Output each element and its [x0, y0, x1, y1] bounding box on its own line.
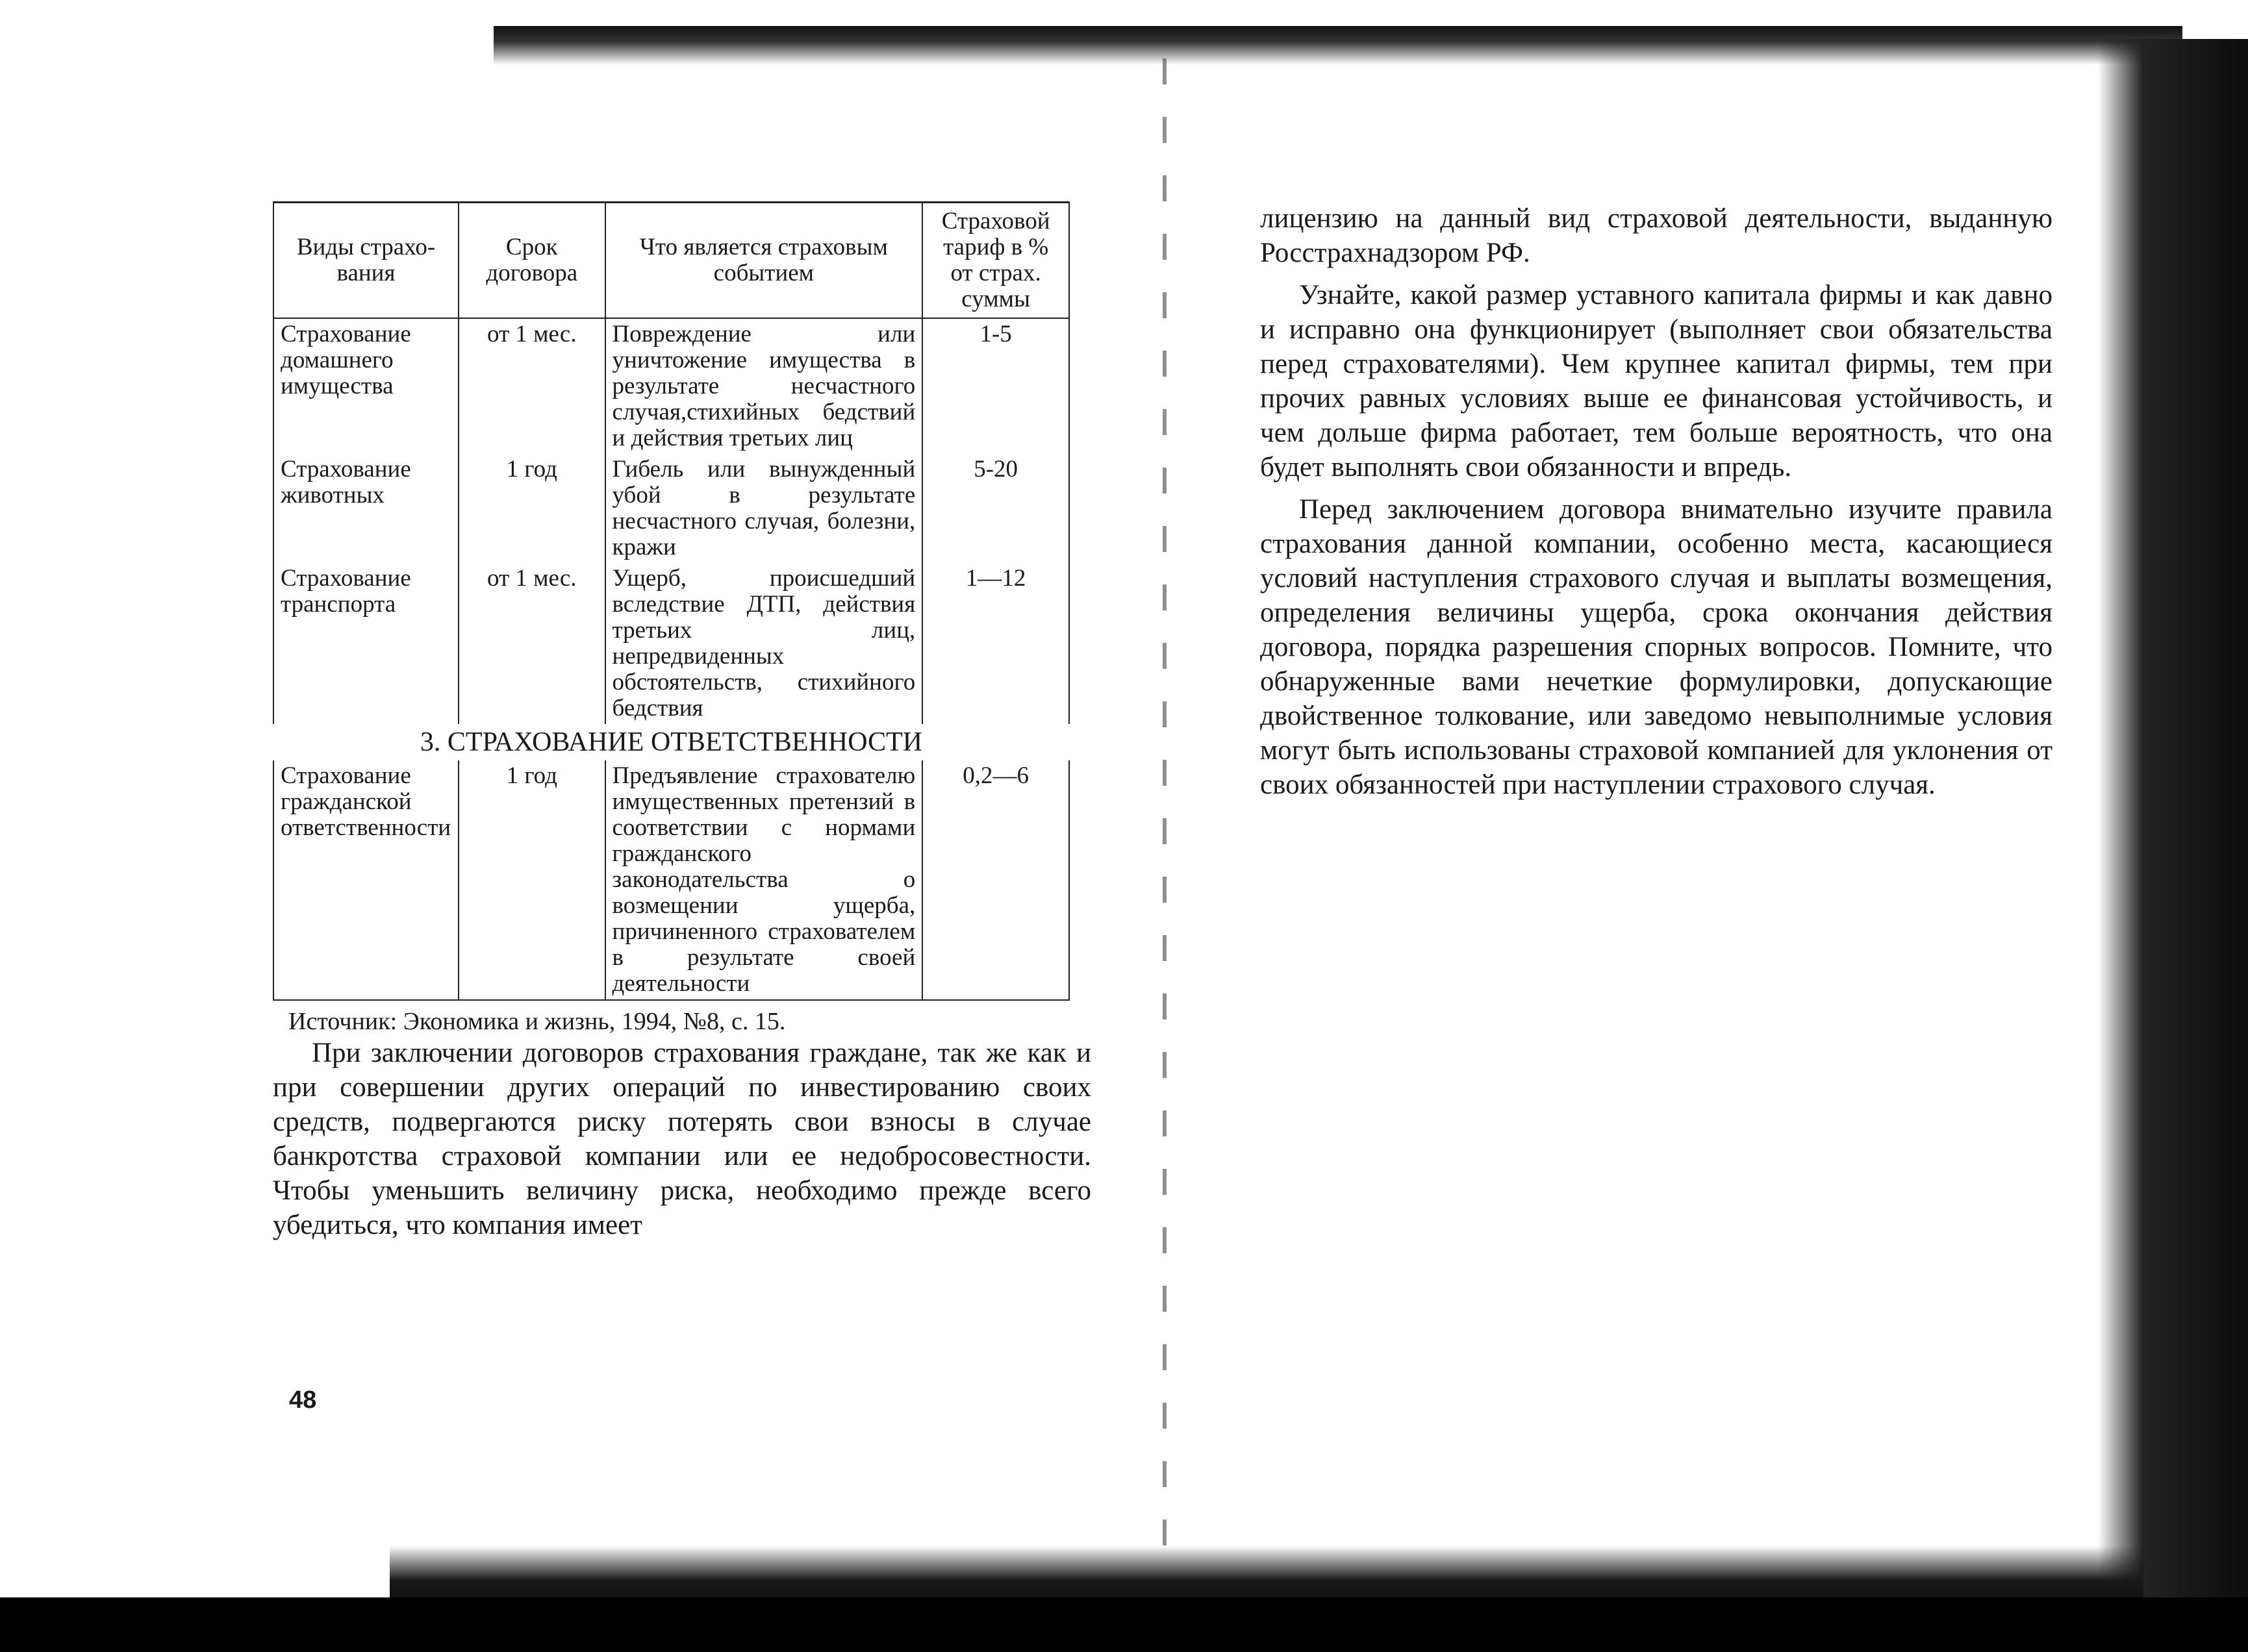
scan-border-bottom: [0, 1597, 2248, 1652]
section-title: 3. СТРАХОВАНИЕ ОТВЕТСТВЕННОСТИ: [420, 727, 923, 757]
cell-tariff: 0,2—6: [922, 760, 1069, 1000]
cell-type: Страхование домашнего имущества: [273, 318, 459, 454]
page-number: 48: [289, 1386, 317, 1414]
cell-type: Страхование гражданской ответственности: [273, 760, 459, 1000]
cell-tariff: 1-5: [922, 318, 1069, 454]
cell-event: Ущерб, происшедший вследствие ДТП, действия третьих лиц, непредвиденных обстоятельств, стихийного бедствия: [605, 563, 923, 724]
header-tariff: Страховой тариф в % от страх. суммы: [922, 203, 1069, 319]
table-row: [273, 318, 1069, 454]
cell-type: Страхование животных: [273, 454, 459, 563]
left-page: [273, 201, 1091, 1242]
cell-tariff: 5-20: [922, 454, 1069, 563]
table-row: [273, 760, 1069, 1000]
header-term: Срок договора: [459, 203, 605, 319]
cell-term: от 1 мес.: [459, 318, 605, 454]
right-page: [1260, 201, 2052, 802]
table-header-row: [273, 203, 1069, 319]
section-heading-row: [273, 724, 1069, 760]
left-body-paragraph: При заключении договоров страхования граждане, так же как и при совершении других операций по инвестированию своих средств, подвергаются риску потерять свои взносы в случае банкротства страховой компании или ее недобросовестности. Чтобы уменьшить величину риска, необходимо прежде всего убедиться, что компания имеет: [273, 1038, 1091, 1240]
cell-event: Предъявление страхователю имущественных претензий в соответствии с нормами гражданского законодательства о возмещении ущерба, причиненного страхователем в результате своей деятельности: [605, 760, 923, 1000]
cell-event: Гибель или вынужденный убой в результате несчастного случая, болезни, кражи: [605, 454, 923, 563]
table-source-note: Источник: Экономика и жизнь, 1994, №8, с. 15.: [288, 1008, 786, 1035]
cell-term: 1 год: [459, 454, 605, 563]
header-event: Что является страховым событием: [605, 203, 923, 319]
right-paragraph-2: Узнайте, какой размер уставного капитала фирмы и как давно и исправно она функционирует (выполняет свои обязательства перед страхователями). Чем крупнее капитал фирмы, тем при прочих равных условиях выше ее финансовая устойчивость, и чем дольше фирма работает, тем больше вероятность, что она будет выполнять свои обязанности и впредь.: [1260, 280, 2052, 482]
table-row: [273, 563, 1069, 724]
right-paragraph-1: лицензию на данный вид страховой деятельности, выданную Росстрахнадзором РФ.: [1260, 203, 2052, 268]
cell-tariff: 1—12: [922, 563, 1069, 724]
right-paragraph-3: Перед заключением договора внимательно изучите правила страхования данной компании, особенно места, касающиеся условий наступления страхового случая и выплаты возмещения, определения величины ущерба, срока окончания действия договора, порядка разрешения спорных вопросов. Помните, что обнаруженные вами нечеткие формулировки, допускающие двойственное толкование, или заведомо невыполнимые условия могут быть использованы страховой компанией для уклонения от своих обязанностей при наступлении страхового случая.: [1260, 494, 2052, 800]
scan-shadow-top: [494, 26, 2182, 65]
scan-shadow-right: [2098, 39, 2248, 1610]
header-type: Виды страхо-вания: [273, 203, 459, 319]
insurance-table: [273, 201, 1070, 1001]
cell-event: Повреждение или уничтожение имущества в результате несчастного случая,стихийных бедствий и действия третьих лиц: [605, 318, 923, 454]
table-row: [273, 454, 1069, 563]
book-spine: [1163, 58, 1167, 1546]
cell-term: 1 год: [459, 760, 605, 1000]
cell-type: Страхование транспорта: [273, 563, 459, 724]
cell-term: от 1 мес.: [459, 563, 605, 724]
